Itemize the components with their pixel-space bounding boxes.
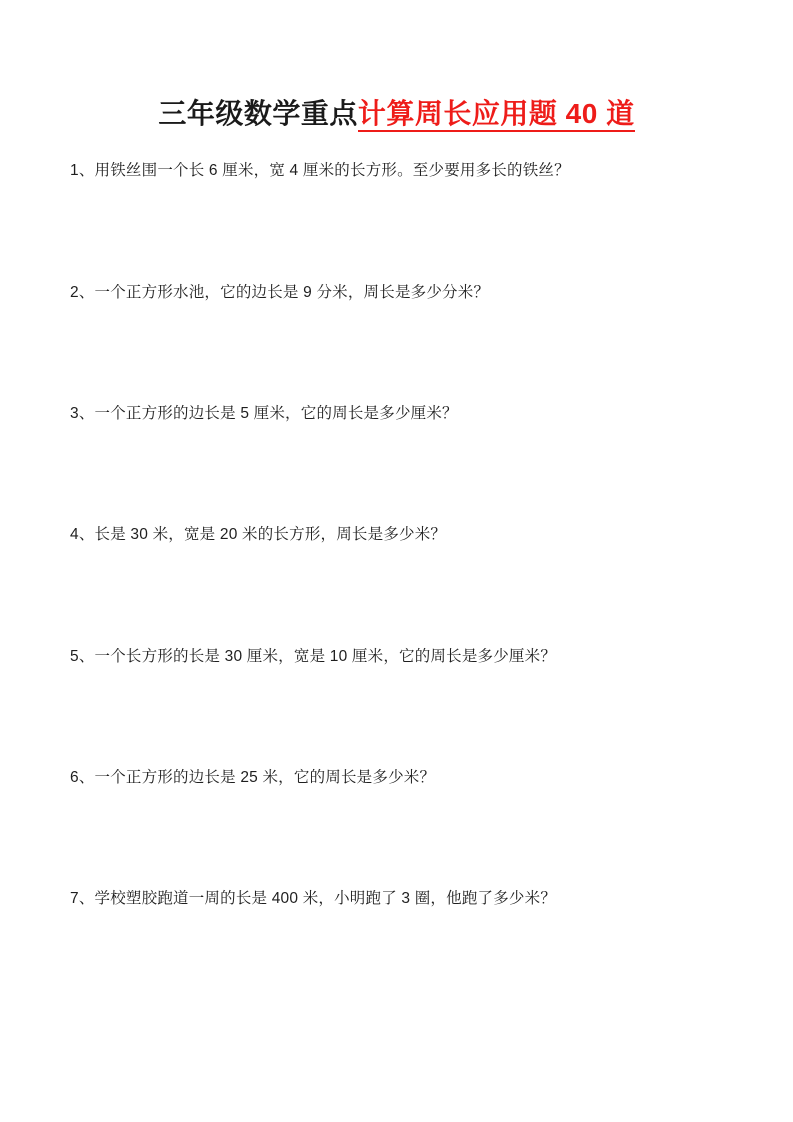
- problem-item: 5、一个长方形的长是 30 厘米，宽是 10 厘米，它的周长是多少厘米？: [70, 647, 557, 665]
- problem-item: 6、一个正方形的边长是 25 米，它的周长是多少米？: [70, 769, 436, 787]
- problem-item: 7、学校塑胶跑道一周的长是 400 米，小明跑了 3 圈，他跑了多少米？: [70, 890, 557, 908]
- page-title-red-part: 计算周长应用题 40 道: [358, 98, 635, 132]
- problem-item: 1、用铁丝围一个长 6 厘米，宽 4 厘米的长方形。至少要用多长的铁丝？: [70, 162, 570, 180]
- page-title-black-part: 三年级数学重点: [158, 98, 358, 129]
- problem-item: 3、一个正方形的边长是 5 厘米，它的周长是多少厘米？: [70, 405, 458, 423]
- page-title: [68, 96, 725, 132]
- problem-item: 2、一个正方形水池，它的边长是 9 分米，周长是多少分米？: [70, 283, 490, 301]
- problem-list: [68, 158, 725, 912]
- problem-item: 4、长是 30 米，宽是 20 米的长方形，周长是多少米？: [70, 526, 447, 544]
